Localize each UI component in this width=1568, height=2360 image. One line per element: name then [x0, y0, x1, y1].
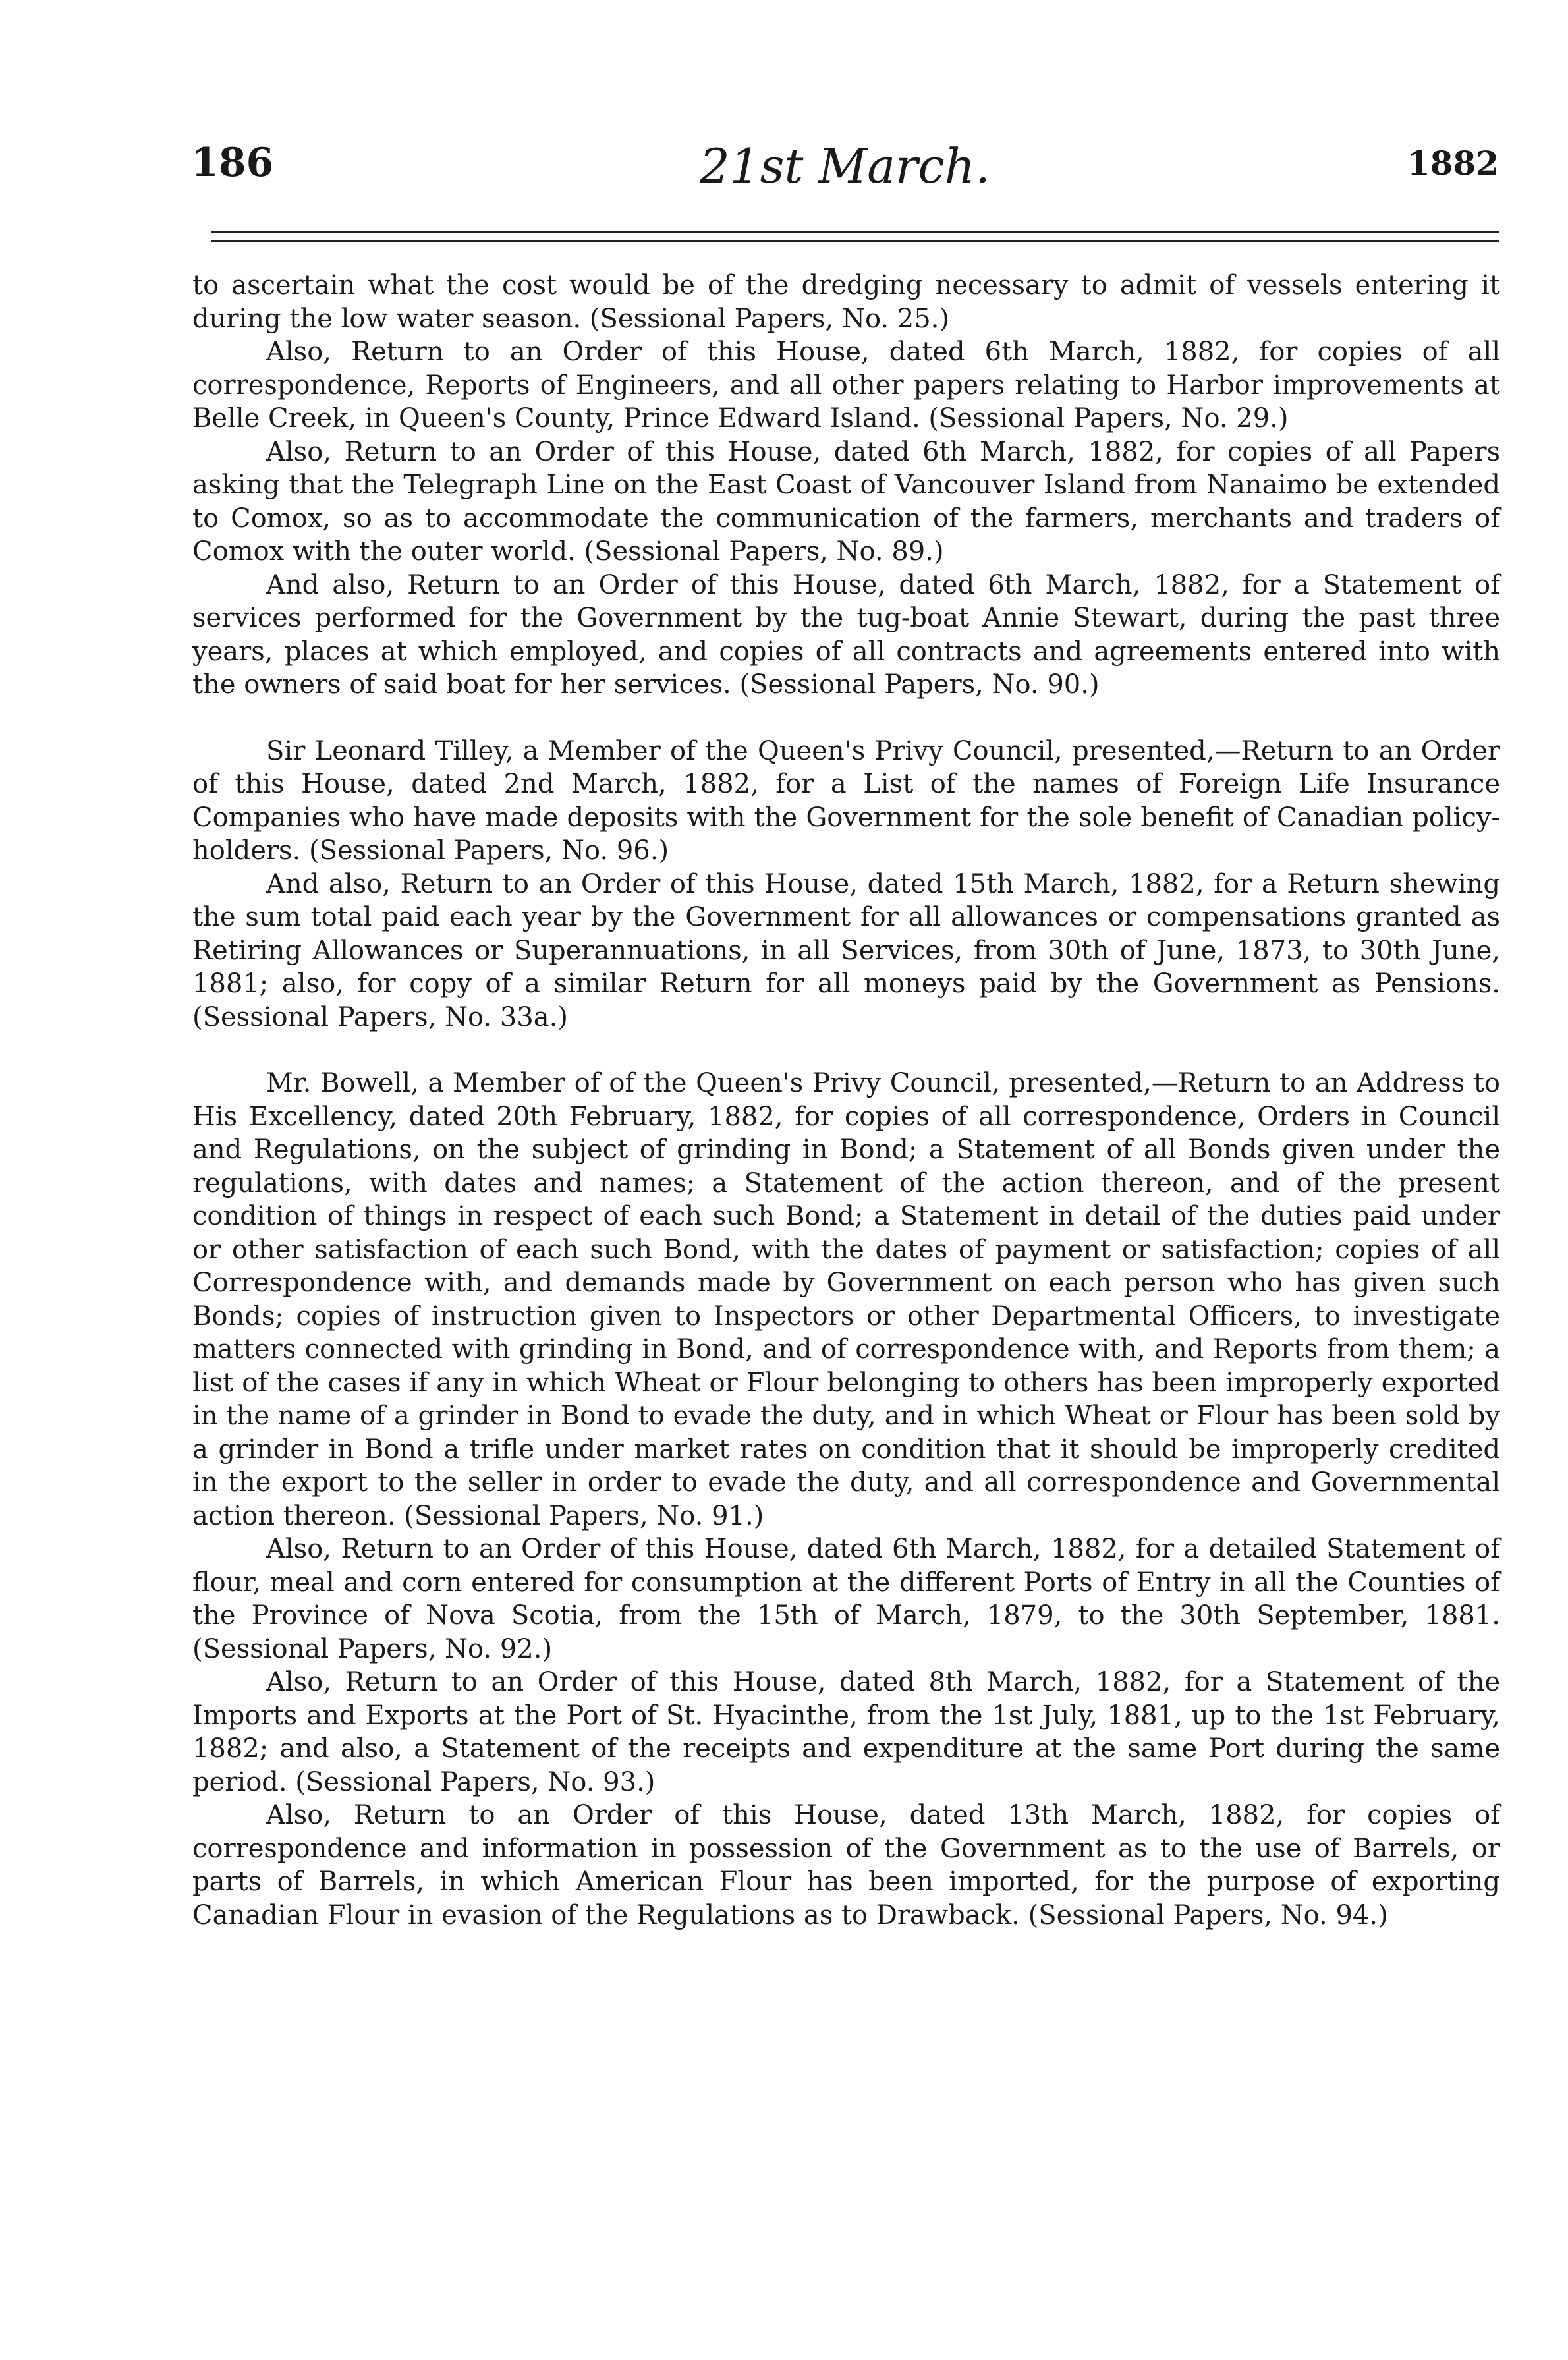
page-header	[191, 140, 1499, 199]
paragraph-dredging-continuation: to ascertain what the cost would be of the dredging necessary to admit of vessels entering it during the low water season. (Sessional Papers, No. 25.)	[192, 270, 1500, 334]
paragraph-tug-boat: And also, Return to an Order of this House, dated 6th March, 1882, for a Statement of services performed for the Government by the tug-boat Annie Stewart, during the past three years, places at which employed, and copies of all contracts and agreements entered into with the owners of said boat for her services. (Sessional Papers, No. 90.)	[192, 569, 1500, 700]
header-rule-bottom	[211, 240, 1499, 242]
paragraph-telegraph-line: Also, Return to an Order of this House, dated 6th March, 1882, for copies of all Papers asking that the Telegraph Line on the East Coast of Vancouver Island from Nanaimo be extended to Comox, so as to accommodate the communication of the farmers, merchants and traders of Comox with the outer world. (Sessional Papers, No. 89.)	[192, 436, 1500, 567]
paragraph-american-flour: Also, Return to an Order of this House, dated 13th March, 1882, for copies of correspondence and information in possession of the Government as to the use of Barrels, or parts of Barrels, in which American Flour has been imported, for the purpose of exporting Canadian Flour in evasion of the Regulations as to Drawback. (Sessional Papers, No. 94.)	[192, 1800, 1500, 1930]
running-title: 21st March.	[699, 138, 991, 194]
paragraph-belle-creek: Also, Return to an Order of this House, dated 6th March, 1882, for copies of all correspondence, Reports of Engineers, and all other papers relating to Harbor improvements at Belle Creek, in Queen's County, Prince Edward Island. (Sessional Papers, No. 29.)	[192, 337, 1500, 434]
header-rule-top	[211, 231, 1499, 233]
page-number: 186	[191, 140, 274, 186]
paragraph-st-hyacinthe: Also, Return to an Order of this House, dated 8th March, 1882, for a Statement of the Imports and Exports at the Port of St. Hyacinthe, from the 1st July, 1881, up to the 1st February, 1882; and also, a Statement of the receipts and expenditure at the same Port during the same period. (Sessional Papers, No. 93.)	[192, 1667, 1500, 1797]
paragraph-grinding-in-bond: Mr. Bowell, a Member of of the Queen's Privy Council, presented,—Return to an Address to His Excellency, dated 20th February, 1882, for copies of all correspondence, Orders in Council and Regulations, on the subject of grinding in Bond; a Statement of all Bonds given under the regulations, with dates and names; a Statement of the action thereon, and of the present condition of things in respect of each such Bond; a Statement in detail of the duties paid under or other satisfaction of each such Bond, with the dates of payment or satisfaction; copies of all Correspondence with, and demands made by Government on each person who has given such Bonds; copies of instruction given to Inspectors or other Departmental Officers, to investigate matters connected with grinding in Bond, and of correspondence with, and Reports from them; a list of the cases if any in which Wheat or Flour belonging to others has been improperly exported in the name of a grinder in Bond to evade the duty, and in which Wheat or Flour has been sold by a grinder in Bond a trifle under market rates on condition that it should be improperly credited in the export to the seller in order to evade the duty, and all correspondence and Governmental action thereon. (Sessional Papers, No. 91.)	[192, 1068, 1500, 1531]
page-year: 1882	[1407, 144, 1499, 183]
paragraph-retiring-allowances: And also, Return to an Order of this House, dated 15th March, 1882, for a Return shewing the sum total paid each year by the Government for all allowances or compensations granted as Retiring Allowances or Superannuations, in all Services, from 30th of June, 1873, to 30th June, 1881; also, for copy of a similar Return for all moneys paid by the Government as Pensions. (Sessional Papers, No. 33a.)	[192, 868, 1500, 1032]
paragraph-nova-scotia-flour: Also, Return to an Order of this House, dated 6th March, 1882, for a detailed Statement of flour, meal and corn entered for consumption at the different Ports of Entry in all the Counties of the Province of Nova Scotia, from the 15th of March, 1879, to the 30th September, 1881. (Sessional Papers, No. 92.)	[192, 1534, 1500, 1664]
section-gap	[192, 702, 1500, 735]
paragraph-insurance-companies: Sir Leonard Tilley, a Member of the Queen's Privy Council, presented,—Return to an Order of this House, dated 2nd March, 1882, for a List of the names of Foreign Life Insurance Companies who have made deposits with the Government for the sole benefit of Canadian policy-holders. (Sessional Papers, No. 96.)	[192, 735, 1500, 866]
journal-text	[192, 269, 1500, 1932]
section-gap	[192, 1034, 1500, 1067]
